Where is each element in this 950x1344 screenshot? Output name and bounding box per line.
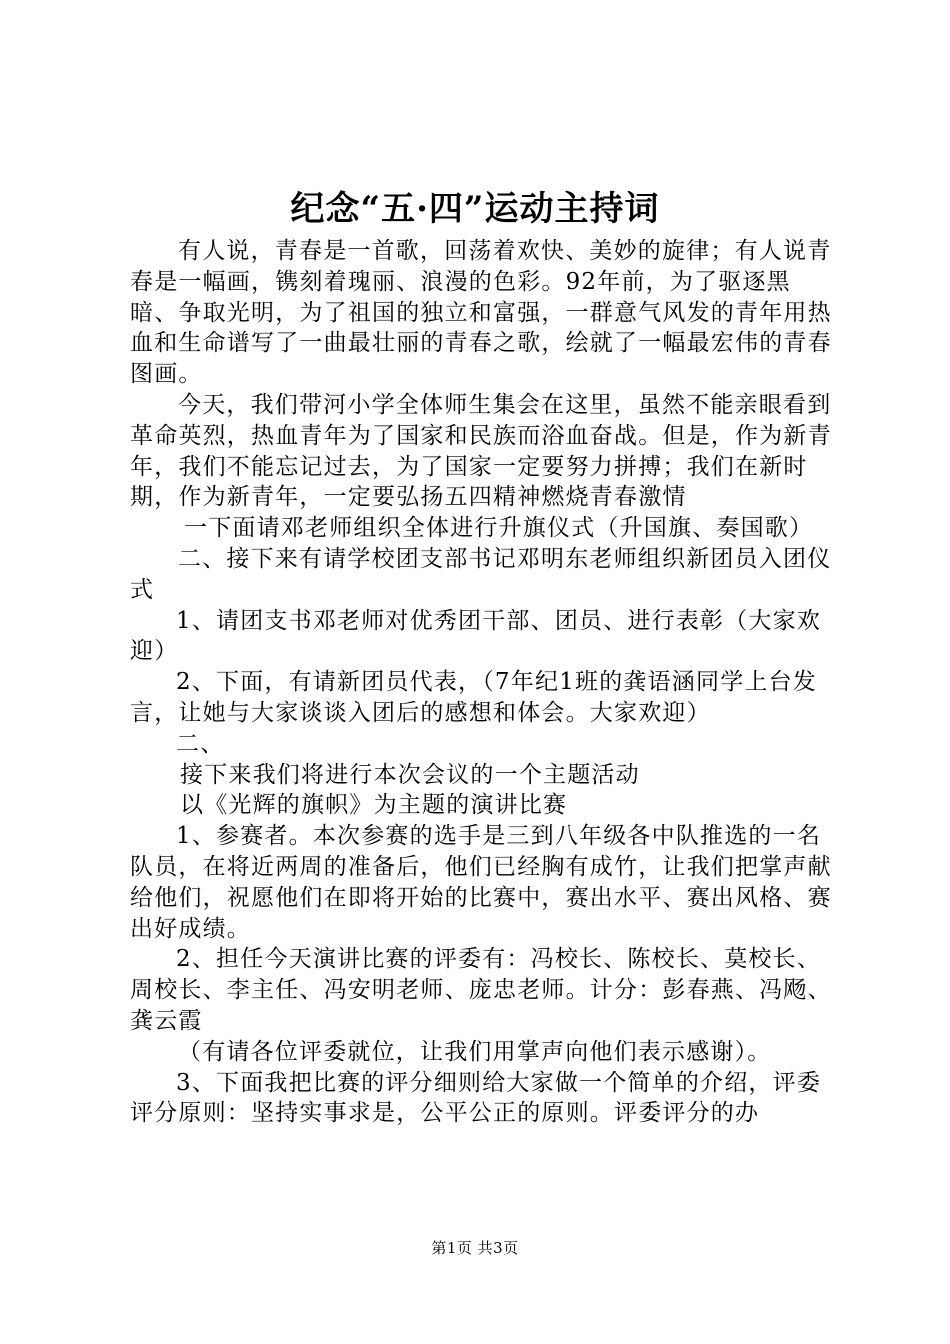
page-number-footer: 第1页 共3页 (431, 1239, 519, 1257)
paragraph-judges: 2、担任今天演讲比赛的评委有：冯校长、陈校长、莫校长、周校长、李主任、冯安明老师、庞忠老师。计分：彭春燕、冯飏、龚云霞 (130, 946, 832, 1034)
paragraph-section-two: 二、 (176, 730, 225, 757)
paragraph-speech-contest: 以《光辉的旗帜》为主题的演讲比赛 (180, 792, 568, 819)
paragraph-theme-activity: 接下来我们将进行本次会议的一个主题活动 (180, 761, 640, 788)
paragraph-league-ceremony: 二、接下来有请学校团支部书记邓明东老师组织新团员入团仪式 (130, 545, 832, 603)
paragraph-flag-ceremony: 一下面请邓老师组织全体进行升旗仪式（升国旗、奏国歌） (184, 515, 814, 542)
document-title: 纪念“五·四”运动主持词 (290, 189, 660, 229)
paragraph-scoring-rules: 3、下面我把比赛的评分细则给大家做一个简单的介绍，评委评分原则：坚持实事求是，公平公正的原则。评委评分的办 (130, 1069, 822, 1127)
paragraph-new-member-speech: 2、下面，有请新团员代表，（7年纪1班的龚语涵同学上台发言，让她与大家谈谈入团后的感想和体会。大家欢迎） (130, 669, 817, 726)
paragraph-judges-seated: （有请各位评委就位，让我们用掌声向他们表示感谢）。 (178, 1038, 772, 1065)
paragraph-commendation: 1、请团支书邓老师对优秀团干部、团员、进行表彰（大家欢迎） (130, 607, 822, 665)
document-body (130, 236, 832, 1129)
paragraph-contestants: 1、参赛者。本次参赛的选手是三到八年级各中队推选的一名队员，在将近两周的准备后，他们已经胸有成竹，让我们把掌声献给他们，祝愿他们在即将开始的比赛中，赛出水平、赛出风格、赛出好成绩。 (130, 823, 832, 942)
paragraph-today: 今天，我们带河小学全体师生集会在这里，虽然不能亲眼看到革命英烈，热血青年为了国家和民族而浴血奋战。但是，作为新青年，我们不能忘记过去，为了国家一定要努力拼搏；我们在新时期，作为新青年，一定要弘扬五四精神燃烧青春激情 (130, 391, 832, 511)
paragraph-intro: 有人说，青春是一首歌，回荡着欢快、美妙的旋律；有人说青春是一幅画，镌刻着瑰丽、浪漫的色彩。92年前，为了驱逐黑暗、争取光明，为了祖国的独立和富强，一群意气风发的青年用热血和生命谱写了一曲最壮丽的青春之歌，绘就了一幅最宏伟的青春图画。 (130, 238, 832, 388)
